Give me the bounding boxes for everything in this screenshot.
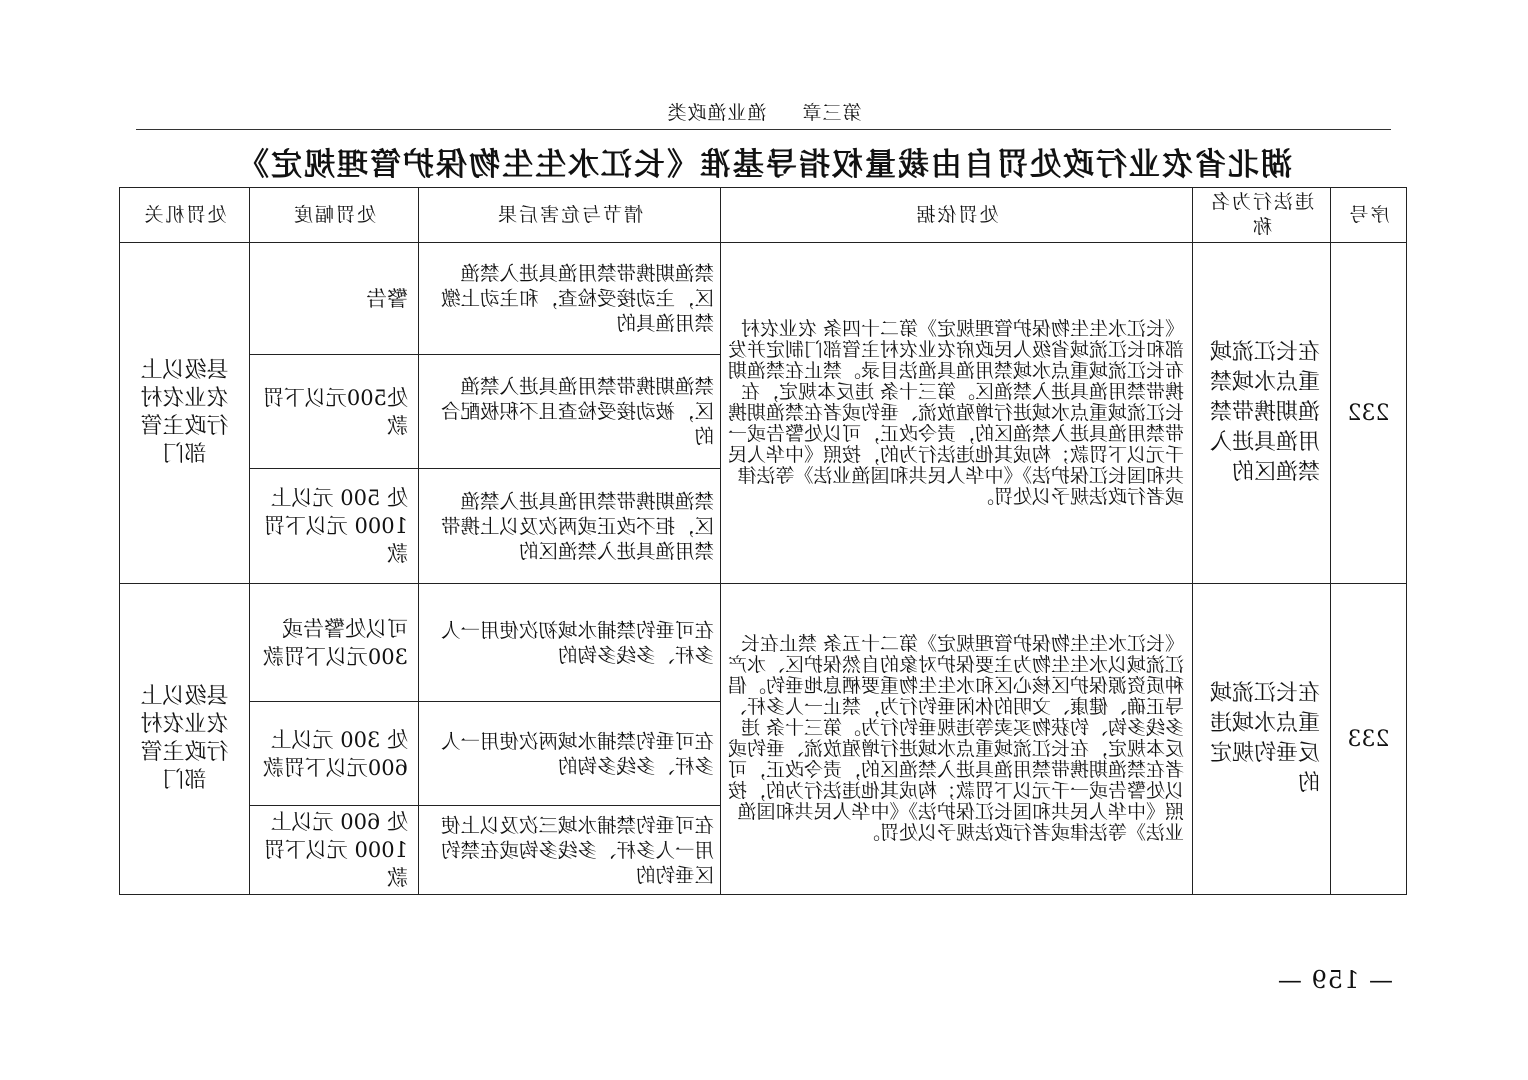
document-title: 湖北省农业行政处罚自由裁量权指导基准《长江水生生物保护管理规定》 [236, 147, 1292, 183]
circumstance-cell: 禁渔期携带禁用渔具进入禁渔区，主动接受检查，和主动上缴禁用渔具的 [419, 243, 721, 355]
header-authority: 处罚机关 [120, 188, 250, 243]
circumstance-cell: 在可垂钓禁捕水域初次使用一人多杆、多线多钩的 [419, 584, 721, 702]
range-cell: 处500元以下罚款 [250, 355, 419, 469]
header-circumstance: 情节与危害后果 [419, 188, 721, 243]
table-header-row [120, 188, 1407, 243]
range-cell: 处 500 元以上1000 元以下罚款 [250, 469, 419, 584]
penalty-table [119, 187, 1407, 895]
header-seq: 序号 [1331, 188, 1407, 243]
circumstance-cell: 在可垂钓禁捕水域两次使用一人多杆、多线多钩的 [419, 702, 721, 806]
table-row [120, 243, 1407, 355]
page-number: — 159 — [1276, 966, 1393, 994]
header-rule [136, 129, 1391, 130]
header-range: 处罚幅度 [250, 188, 419, 243]
seq-cell: 233 [1331, 584, 1407, 895]
circumstance-cell: 禁渔期携带禁用渔具进入禁渔区，拒不改正或两次及以上携带禁用渔具进入禁渔区的 [419, 469, 721, 584]
seq-cell: 232 [1331, 243, 1407, 584]
running-header [0, 98, 1528, 125]
circumstance-cell: 禁渔期携带禁用渔具进入禁渔区，被动接受检查且不积极配合的 [419, 355, 721, 469]
range-cell: 处 300 元以上600元以下罚款 [250, 702, 419, 806]
table-row [120, 584, 1407, 702]
authority-cell: 县级以上农业农村行政主管部门 [120, 584, 250, 895]
authority-cell: 县级以上农业农村行政主管部门 [120, 243, 250, 584]
violation-cell: 在长江流域重点水域违反垂钓规定的 [1193, 584, 1331, 895]
range-cell: 处 600 元以上1000 元以下罚款 [250, 806, 419, 895]
chapter-label: 第三章 [801, 102, 862, 124]
basis-cell: 《长江水生生物保护管理规定》第二十五条 禁止在长江流域以水生生物为主要保护对象的自然保护区、水产种质资源保护区核心区和水生生物重要栖息地垂钓。倡导正确、健康、文明的休闲垂钓行为，禁止一人多杆、多线多钩、钓获物买卖等违规垂钓行为。第三十条 违反本规定，在长江流域重点水域进行增殖放流、垂钓或者在禁渔期携带禁用渔具进入禁渔区的，责令改正，可以处警告或一千元以下罚款；构成其他违法行为的，按照《中华人民共和国长江保护法》《中华人民共和国渔业法》等法律或者行政法规予以处罚。 [721, 584, 1193, 895]
section-label: 渔业渔政类 [666, 102, 767, 124]
violation-cell: 在长江流域重点水域禁渔期携带禁用渔具进入禁渔区的 [1193, 243, 1331, 584]
header-basis: 处罚依据 [721, 188, 1193, 243]
circumstance-cell: 在可垂钓禁捕水域三次及以上使用一人多杆、多线多钩或在禁钓区垂钓的 [419, 806, 721, 895]
header-violation: 违法行为名称 [1193, 188, 1331, 243]
range-cell: 警告 [250, 243, 419, 355]
range-cell: 可以处警告或300元以下罚款 [250, 584, 419, 702]
basis-cell: 《长江水生生物保护管理规定》第二十四条 农业农村部和长江流域省级人民政府农业农村主管部门制定并发布长江流域重点水域禁用渔具渔法目录。禁止在禁渔期携带禁用渔具进入禁渔区。第三十条 违反本规定，在长江流域重点水域进行增殖放流、垂钓或者在禁渔期携带禁用渔具进入禁渔区的，责令改正，可以处警告或一千元以下罚款；构成其他违法行为的，按照《中华人民共和国长江保护法》《中华人民共和国渔业法》等法律或者行政法规予以处罚。 [721, 243, 1193, 584]
